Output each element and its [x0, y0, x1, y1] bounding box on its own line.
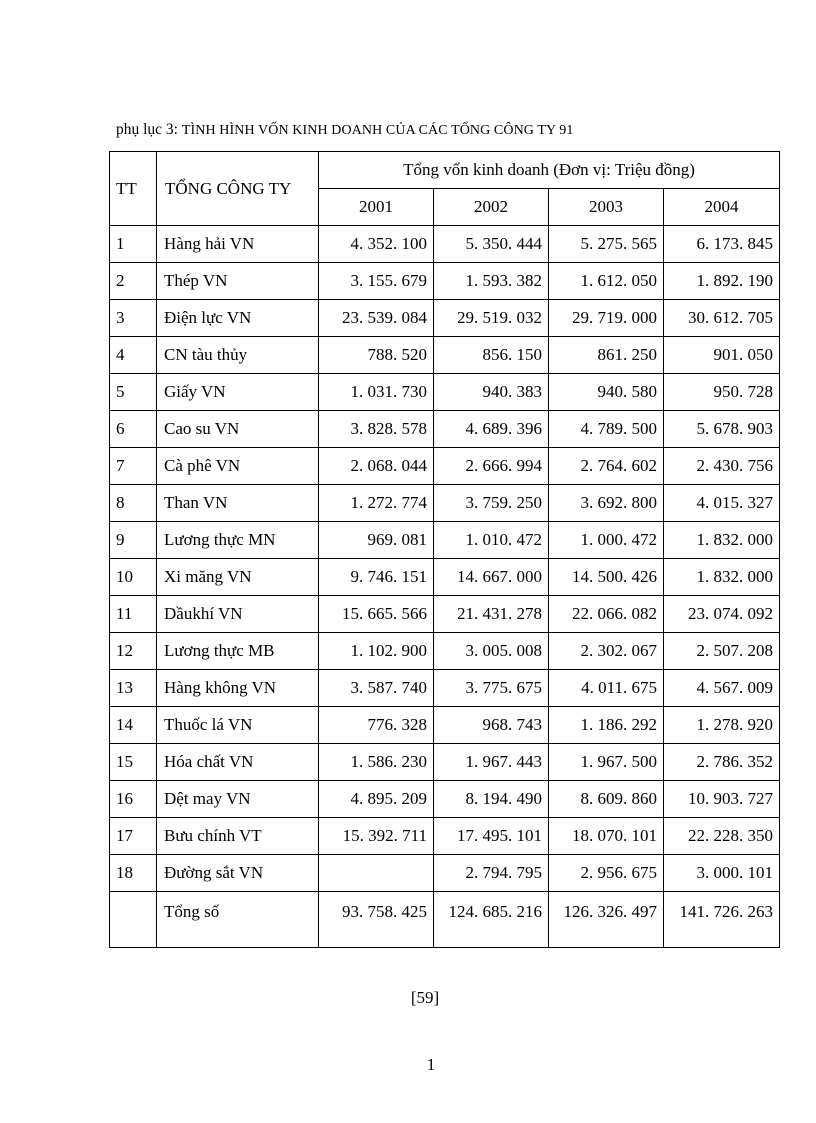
- table-row: [110, 337, 780, 374]
- capital-value: 3. 759. 250: [434, 485, 549, 522]
- table-row: [110, 485, 780, 522]
- row-number: 17: [110, 818, 157, 855]
- capital-value: 29. 519. 032: [434, 300, 549, 337]
- capital-value: 2. 794. 795: [434, 855, 549, 892]
- company-name: Cà phê VN: [157, 448, 319, 485]
- capital-value: 8. 194. 490: [434, 781, 549, 818]
- table-row: [110, 670, 780, 707]
- table-row: [110, 226, 780, 263]
- table-row: [110, 633, 780, 670]
- header-company: TỔNG CÔNG TY: [157, 152, 319, 226]
- capital-value: 10. 903. 727: [664, 781, 780, 818]
- capital-value: 969. 081: [319, 522, 434, 559]
- table-row: [110, 855, 780, 892]
- capital-value: 2. 430. 756: [664, 448, 780, 485]
- capital-value: 950. 728: [664, 374, 780, 411]
- capital-value: 29. 719. 000: [549, 300, 664, 337]
- capital-value: 1. 031. 730: [319, 374, 434, 411]
- table-row: [110, 374, 780, 411]
- total-value: 93. 758. 425: [319, 892, 434, 948]
- capital-value: 940. 383: [434, 374, 549, 411]
- company-name: Cao su VN: [157, 411, 319, 448]
- total-tt-cell: [110, 892, 157, 948]
- table-row: [110, 744, 780, 781]
- capital-value: 1. 186. 292: [549, 707, 664, 744]
- capital-value: 3. 005. 008: [434, 633, 549, 670]
- capital-value: 856. 150: [434, 337, 549, 374]
- capital-value: 1. 832. 000: [664, 559, 780, 596]
- company-name: Hàng hải VN: [157, 226, 319, 263]
- header-year: 2002: [434, 189, 549, 226]
- capital-value: 4. 352. 100: [319, 226, 434, 263]
- table-caption: [116, 121, 574, 139]
- total-value: 141. 726. 263: [664, 892, 780, 948]
- capital-value: 4. 689. 396: [434, 411, 549, 448]
- header-year: 2001: [319, 189, 434, 226]
- header-tt: TT: [110, 152, 157, 226]
- header-year: 2004: [664, 189, 780, 226]
- company-name: Thuốc lá VN: [157, 707, 319, 744]
- capital-value: 23. 539. 084: [319, 300, 434, 337]
- capital-value: 21. 431. 278: [434, 596, 549, 633]
- total-label: Tổng số: [157, 892, 319, 948]
- company-name: Lương thực MN: [157, 522, 319, 559]
- company-name: Than VN: [157, 485, 319, 522]
- capital-value: 1. 967. 500: [549, 744, 664, 781]
- row-number: 15: [110, 744, 157, 781]
- company-name: Dầukhí VN: [157, 596, 319, 633]
- page-number: 1: [426, 1055, 436, 1074]
- row-number: 7: [110, 448, 157, 485]
- capital-value: 901. 050: [664, 337, 780, 374]
- company-name: Điện lực VN: [157, 300, 319, 337]
- capital-value: 968. 743: [434, 707, 549, 744]
- capital-value: 2. 068. 044: [319, 448, 434, 485]
- capital-value: 9. 746. 151: [319, 559, 434, 596]
- capital-value: 3. 587. 740: [319, 670, 434, 707]
- capital-value: 22. 228. 350: [664, 818, 780, 855]
- capital-value: 22. 066. 082: [549, 596, 664, 633]
- table-row: [110, 411, 780, 448]
- capital-value: 15. 665. 566: [319, 596, 434, 633]
- capital-table: [109, 151, 780, 948]
- table-body: [110, 152, 780, 948]
- capital-value: 23. 074. 092: [664, 596, 780, 633]
- capital-value: 4. 011. 675: [549, 670, 664, 707]
- row-number: 3: [110, 300, 157, 337]
- capital-value: 1. 967. 443: [434, 744, 549, 781]
- caption-title: TÌNH HÌNH VỐN KINH DOANH CỦA CÁC TỔNG CÔNG TY 91: [181, 123, 574, 138]
- header-capital-group: Tổng vốn kinh doanh (Đơn vị: Triệu đồng): [319, 152, 780, 189]
- table-row: [110, 300, 780, 337]
- capital-value: 18. 070. 101: [549, 818, 664, 855]
- capital-value: 2. 302. 067: [549, 633, 664, 670]
- capital-value: 861. 250: [549, 337, 664, 374]
- table-row: [110, 448, 780, 485]
- row-number: 9: [110, 522, 157, 559]
- capital-value: 3. 155. 679: [319, 263, 434, 300]
- company-name: Đường sắt VN: [157, 855, 319, 892]
- row-number: 14: [110, 707, 157, 744]
- row-number: 11: [110, 596, 157, 633]
- capital-value: 1. 586. 230: [319, 744, 434, 781]
- capital-value: 940. 580: [549, 374, 664, 411]
- row-number: 16: [110, 781, 157, 818]
- capital-value: 17. 495. 101: [434, 818, 549, 855]
- row-number: 1: [110, 226, 157, 263]
- row-number: 8: [110, 485, 157, 522]
- capital-value: 1. 272. 774: [319, 485, 434, 522]
- table-row: [110, 263, 780, 300]
- capital-value: 1. 010. 472: [434, 522, 549, 559]
- capital-value: 1. 278. 920: [664, 707, 780, 744]
- capital-value: 4. 015. 327: [664, 485, 780, 522]
- table-row: [110, 707, 780, 744]
- header-year: 2003: [549, 189, 664, 226]
- row-number: 5: [110, 374, 157, 411]
- company-name: Giấy VN: [157, 374, 319, 411]
- capital-value: 1. 000. 472: [549, 522, 664, 559]
- row-number: 18: [110, 855, 157, 892]
- company-name: Lương thực MB: [157, 633, 319, 670]
- company-name: Hóa chất VN: [157, 744, 319, 781]
- table-row: [110, 559, 780, 596]
- company-name: Hàng không VN: [157, 670, 319, 707]
- table-row: [110, 522, 780, 559]
- capital-value: 4. 789. 500: [549, 411, 664, 448]
- capital-value: 5. 275. 565: [549, 226, 664, 263]
- table-row: [110, 818, 780, 855]
- capital-value: 1. 832. 000: [664, 522, 780, 559]
- company-name: Xi măng VN: [157, 559, 319, 596]
- capital-value: 3. 692. 800: [549, 485, 664, 522]
- capital-value: 4. 895. 209: [319, 781, 434, 818]
- capital-value: 788. 520: [319, 337, 434, 374]
- total-row: [110, 892, 780, 948]
- capital-value: 1. 892. 190: [664, 263, 780, 300]
- capital-value: 14. 667. 000: [434, 559, 549, 596]
- capital-value: 2. 956. 675: [549, 855, 664, 892]
- capital-value: 15. 392. 711: [319, 818, 434, 855]
- company-name: Thép VN: [157, 263, 319, 300]
- capital-value: 8. 609. 860: [549, 781, 664, 818]
- table-row: [110, 781, 780, 818]
- company-name: Bưu chính VT: [157, 818, 319, 855]
- capital-value: 2. 764. 602: [549, 448, 664, 485]
- capital-value: 1. 612. 050: [549, 263, 664, 300]
- row-number: 13: [110, 670, 157, 707]
- company-name: CN tàu thủy: [157, 337, 319, 374]
- table-row: [110, 596, 780, 633]
- capital-value: 2. 507. 208: [664, 633, 780, 670]
- row-number: 4: [110, 337, 157, 374]
- row-number: 2: [110, 263, 157, 300]
- capital-value: [319, 855, 434, 892]
- capital-value: 30. 612. 705: [664, 300, 780, 337]
- capital-value: 1. 102. 900: [319, 633, 434, 670]
- capital-value: 5. 350. 444: [434, 226, 549, 263]
- row-number: 10: [110, 559, 157, 596]
- total-value: 126. 326. 497: [549, 892, 664, 948]
- company-name: Dệt may VN: [157, 781, 319, 818]
- row-number: 12: [110, 633, 157, 670]
- capital-value: 14. 500. 426: [549, 559, 664, 596]
- total-value: 124. 685. 216: [434, 892, 549, 948]
- capital-value: 1. 593. 382: [434, 263, 549, 300]
- capital-value: 776. 328: [319, 707, 434, 744]
- capital-value: 3. 828. 578: [319, 411, 434, 448]
- capital-value: 4. 567. 009: [664, 670, 780, 707]
- capital-value: 2. 786. 352: [664, 744, 780, 781]
- capital-value: 2. 666. 994: [434, 448, 549, 485]
- capital-value: 5. 678. 903: [664, 411, 780, 448]
- reference-note: [59]: [410, 988, 440, 1007]
- caption-prefix: phụ lục 3:: [116, 121, 178, 138]
- capital-value: 3. 775. 675: [434, 670, 549, 707]
- header-row-1: [110, 152, 780, 189]
- capital-value: 6. 173. 845: [664, 226, 780, 263]
- capital-value: 3. 000. 101: [664, 855, 780, 892]
- row-number: 6: [110, 411, 157, 448]
